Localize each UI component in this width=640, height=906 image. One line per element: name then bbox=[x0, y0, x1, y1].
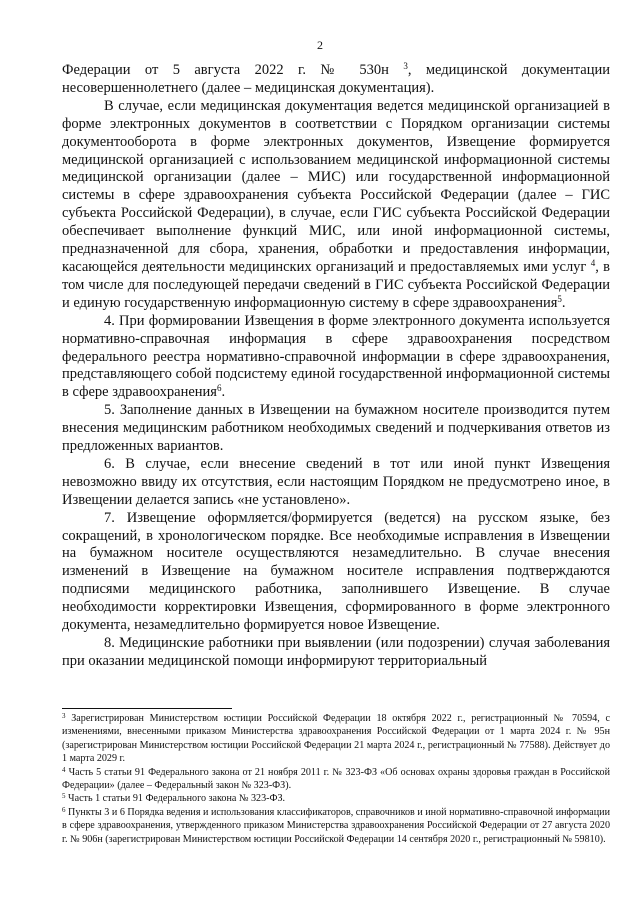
footnote-5: $^5$ Часть 1 статьи 91 Федерального закона № 323-ФЗ. bbox=[62, 792, 286, 805]
paragraph-7: 7. Извещение оформляется/формируется (ведется) на русском языке, без сокращений, в хронологическом порядке. Все необходимые исправления в Извещении на бумажном носителе осуществляются незамедлительно. В случае внесения изменений в Извещение на бумажном носителе исправления подтверждаются подписями медицинского работника, заполнившего Извещение. В случае необходимости корректировки Извещения, сформированного в форме электронного документа, незамедлительно формируется новое Извещение. bbox=[62, 509, 610, 634]
paragraph-6: 6. В случае, если внесение сведений в тот или иной пункт Извещения невозможно ввиду их отсутствия, если настоящим Порядком не предусмотрено иное, в Извещении делается запись «не установлено». bbox=[62, 455, 610, 508]
footnote-6: $^6$ Пункты 3 и 6 Порядка ведения и использования классификаторов, справочников и иной нормативно-справочной информации в сфере здравоохранения, утвержденного приказом Министерства здравоохранения Российской Федерации от 27 августа 2020 г. № 906н (зарегистрирован Министерством юстиции Российской Федерации 14 сентября 2020 г., регистрационный № 59810). bbox=[62, 805, 610, 845]
footnotes bbox=[62, 712, 610, 846]
footnote-ref[interactable]: 3 bbox=[403, 61, 408, 71]
footnote-ref[interactable]: 5 bbox=[557, 293, 562, 304]
paragraph-4: 4. При формировании Извещения в форме электронного документа используется нормативно-справочная информация в сфере здравоохранения посредством федерального реестра нормативно-справочной информации в сфере здравоохранения, представляющего собой подсистему единой государственной информационной системы в сфере здравоохранения$^6$. bbox=[62, 312, 610, 401]
footnote-number: 5 bbox=[62, 792, 66, 801]
page-number: 2 bbox=[317, 38, 323, 52]
paragraph-continuation: Федерации от 5 августа 2022 г. № 530н $^3$, медицинской документации несовершеннолетнего (далее – медицинская документация). bbox=[62, 61, 611, 96]
footnote-ref[interactable]: 4 bbox=[590, 257, 596, 268]
paragraph-electronic-documents: В случае, если медицинская документация ведется медицинской организацией в форме электронных документов в соответствии с Порядком организации системы документооборота в форме электронных документов, Извещение формируется медицинской организацией с использованием медицинской информационной системы медицинской организации (далее – МИС) или государственной информационной системы в сфере здравоохранения субъекта Российской Федерации (далее – ГИС субъекта Российской Федерации), в случае, если ГИС субъекта Российской Федерации обеспечивает выполнение функций МИС, или иной информационной системы, предназначенной для сбора, хранения, обработки и предоставления информации, касающейся деятельности медицинских организаций и предоставляемых ими услуг $^4$, в том числе для последующей передачи сведений в ГИС субъекта Российской Федерации и единую государственную информационную систему в сфере здравоохранения$^5$. bbox=[62, 97, 611, 311]
footnote-number: 6 bbox=[62, 805, 66, 814]
footnote-ref[interactable]: 6 bbox=[216, 383, 222, 394]
footnote-number: 3 bbox=[62, 712, 66, 720]
footnote-3: $^3$ Зарегистрирован Министерством юстиции Российской Федерации 18 октября 2022 г., регистрационный № 70594, с изменениями, внесенными приказом Министерства здравоохранения Российской Федерации от 1 марта 2024 г. № 95н (зарегистрирован Министерством юстиции Российской Федерации 21 марта 2024 г., регистрационный № 77588). Действует до 1 марта 2029 г. bbox=[62, 712, 610, 765]
document-body bbox=[62, 62, 610, 671]
footnote-4: $^4$ Часть 5 статьи 91 Федерального закона от 21 ноября 2011 г. № 323-ФЗ «Об основах охраны здоровья граждан в Российской Федерации» (далее – Федеральный закон № 323-ФЗ). bbox=[62, 765, 611, 792]
paragraph-5: 5. Заполнение данных в Извещении на бумажном носителе производится путем внесения медицинским работником необходимых сведений и подчеркивания ответов из предложенных вариантов. bbox=[62, 402, 610, 455]
footnote-separator bbox=[62, 708, 232, 709]
paragraph-8: 8. Медицинские работники при выявлении (или подозрении) случая заболевания при оказании медицинской помощи информируют территориальный bbox=[62, 635, 610, 669]
footnote-number: 4 bbox=[62, 765, 66, 774]
